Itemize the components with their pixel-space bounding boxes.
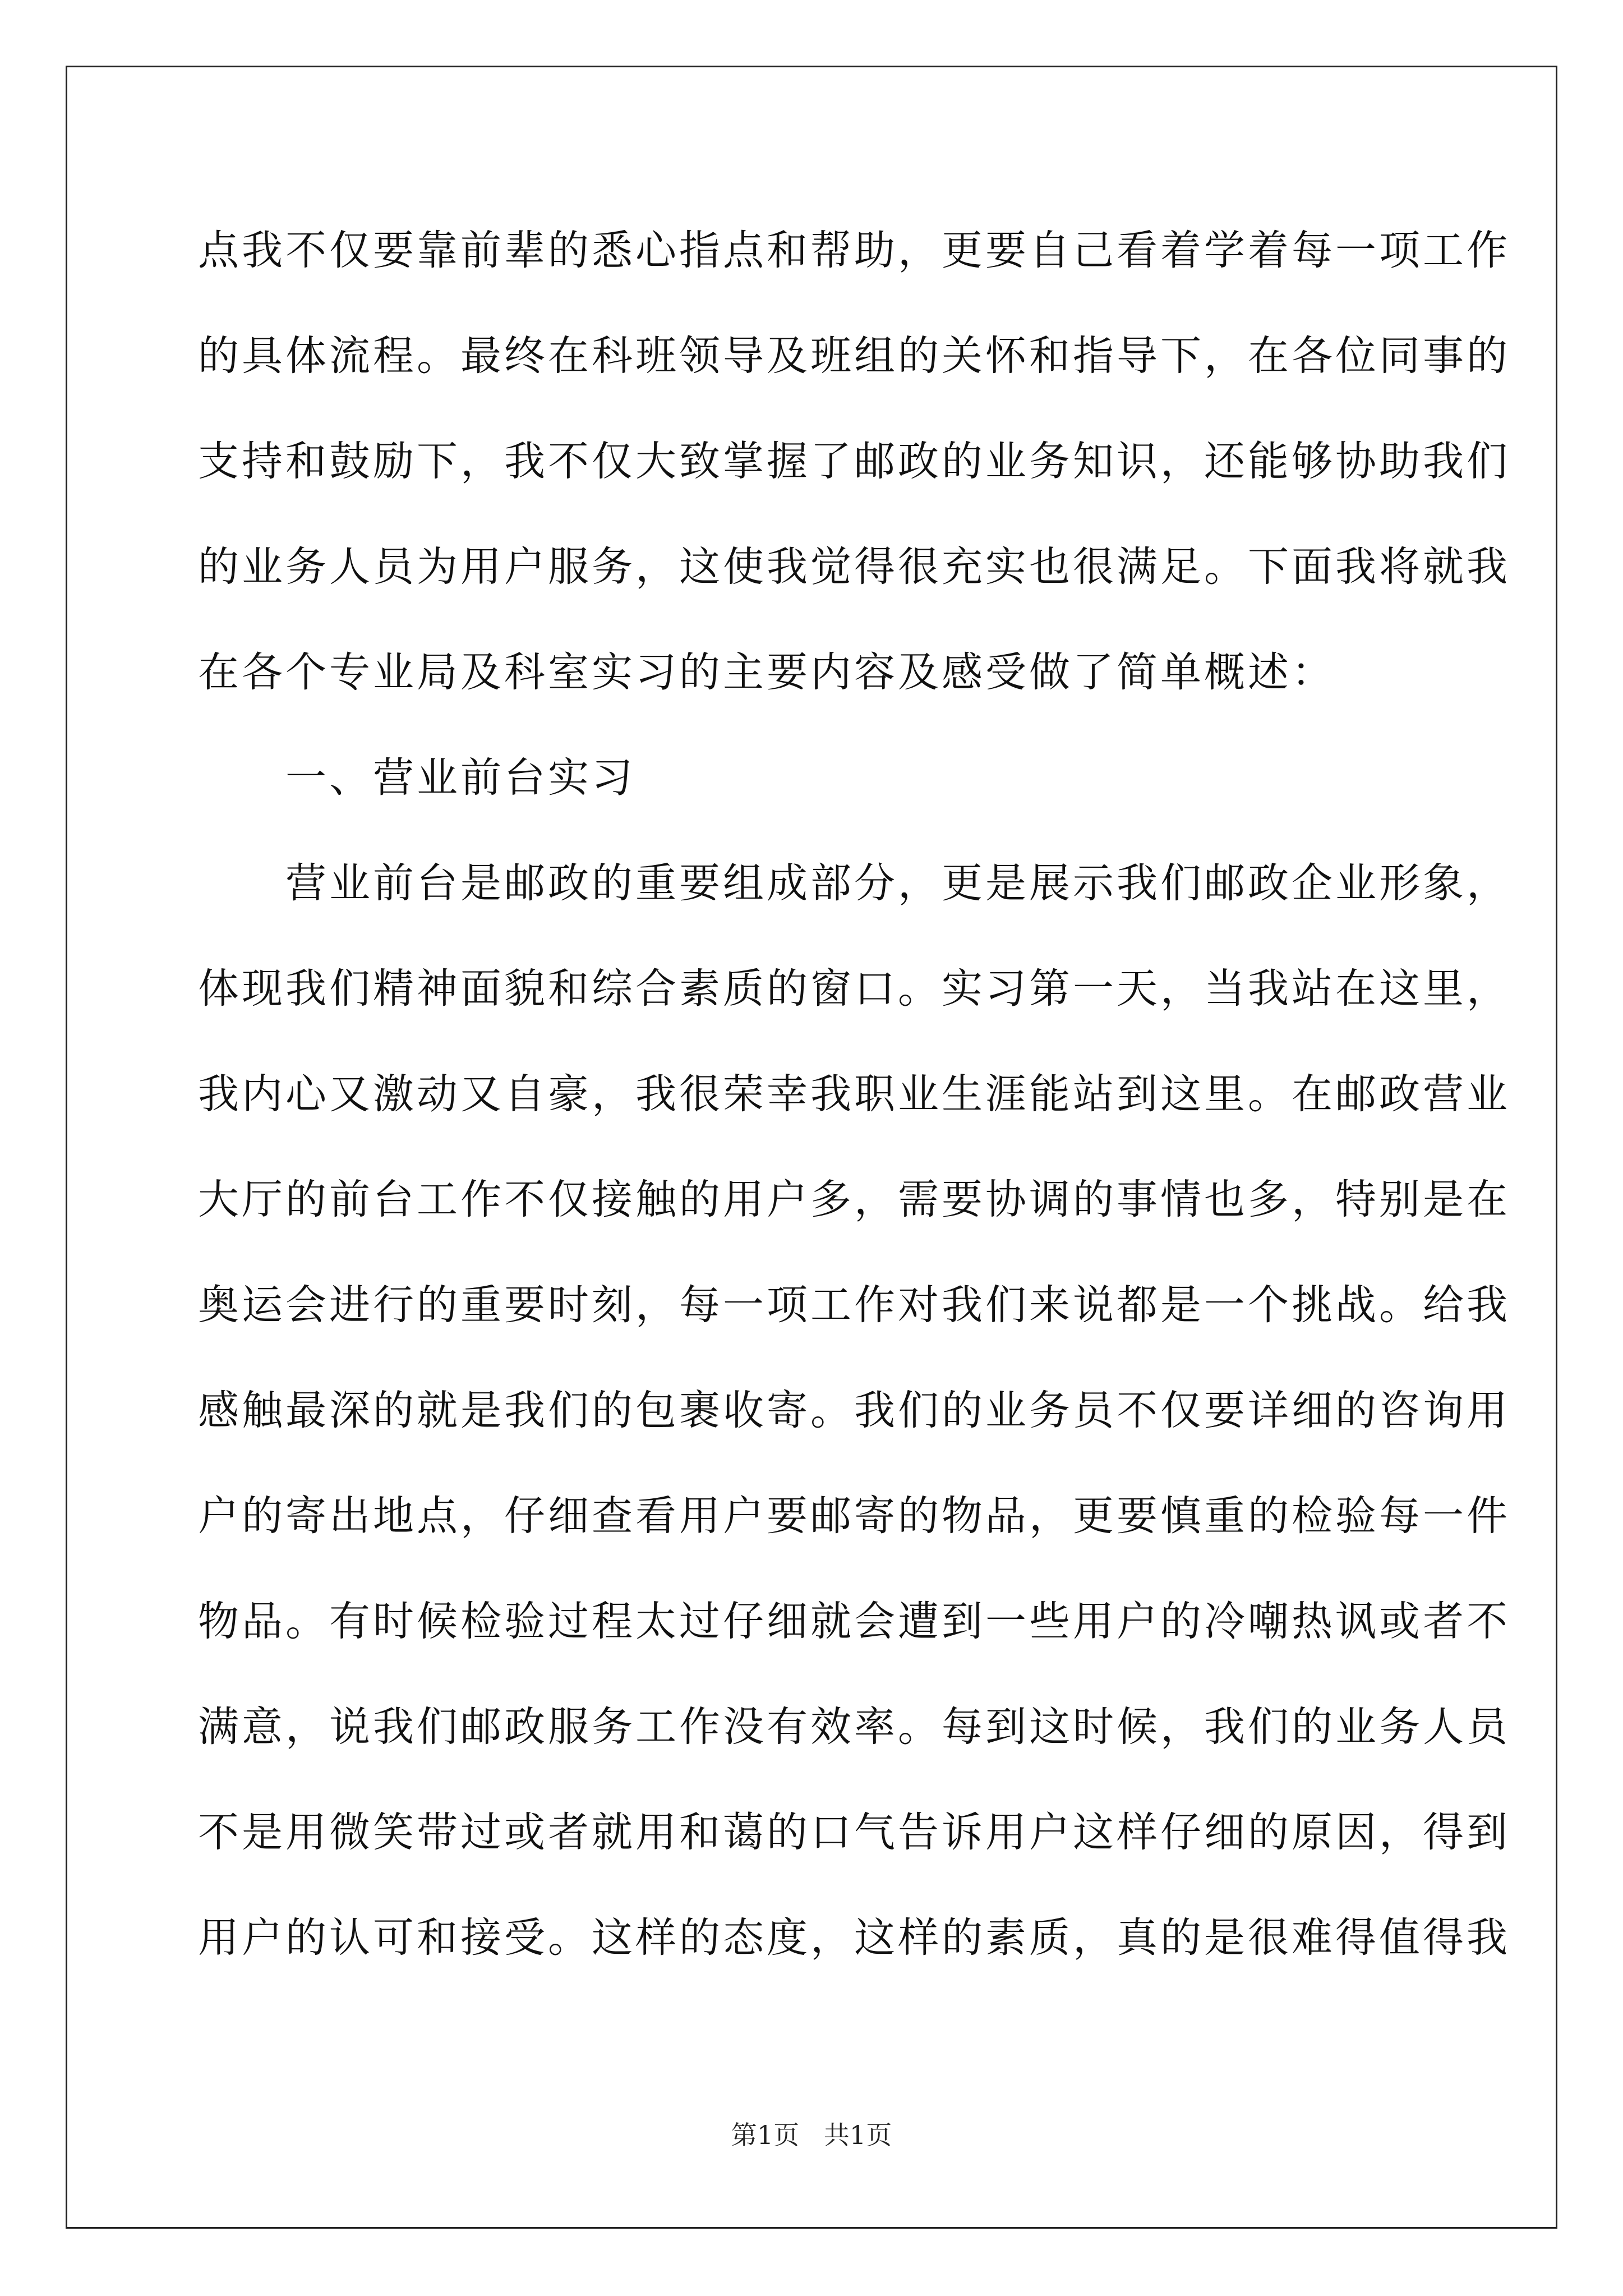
text-line: 在各个专业局及科室实习的主要内容及感受做了简单概述： (198, 648, 1335, 696)
text-line: 大厅的前台工作不仅接触的用户多，需要协调的事情也多，特别是在 (198, 1176, 1510, 1223)
page-footer: 第1页 共1页 (731, 2120, 892, 2150)
text-line: 点我不仅要靠前辈的悉心指点和帮助，更要自己看着学着每一项工作 (198, 227, 1510, 274)
text-line: 物品。有时候检验过程太过仔细就会遭到一些用户的冷嘲热讽或者不 (198, 1598, 1510, 1645)
text-line: 用户的认可和接受。这样的态度，这样的素质，真的是很难得值得我 (198, 1914, 1510, 1962)
text-line: 不是用微笑带过或者就用和蔼的口气告诉用户这样仔细的原因，得到 (198, 1809, 1510, 1856)
section-heading: 一、营业前台实习 (198, 754, 635, 802)
text-line: 的具体流程。最终在科班领导及班组的关怀和指导下，在各位同事的 (198, 332, 1510, 380)
text-line: 感触最深的就是我们的包裹收寄。我们的业务员不仅要详细的咨询用 (198, 1387, 1510, 1434)
text-line: 的业务人员为用户服务，这使我觉得很充实也很满足。下面我将就我 (198, 543, 1510, 591)
text-line: 营业前台是邮政的重要组成部分，更是展示我们邮政企业形象， (198, 859, 1510, 907)
text-line: 支持和鼓励下，我不仅大致掌握了邮政的业务知识，还能够协助我们 (198, 438, 1510, 485)
text-line: 户的寄出地点，仔细查看用户要邮寄的物品，更要慎重的检验每一件 (198, 1492, 1510, 1540)
text-line: 体现我们精神面貌和综合素质的窗口。实习第一天，当我站在这里， (198, 965, 1510, 1013)
text-line: 奥运会进行的重要时刻，每一项工作对我们来说都是一个挑战。给我 (198, 1281, 1510, 1329)
text-line: 满意，说我们邮政服务工作没有效率。每到这时候，我们的业务人员 (198, 1703, 1510, 1751)
text-line: 我内心又激动又自豪，我很荣幸我职业生涯能站到这里。在邮政营业 (198, 1070, 1510, 1118)
document-body (198, 217, 1510, 2010)
